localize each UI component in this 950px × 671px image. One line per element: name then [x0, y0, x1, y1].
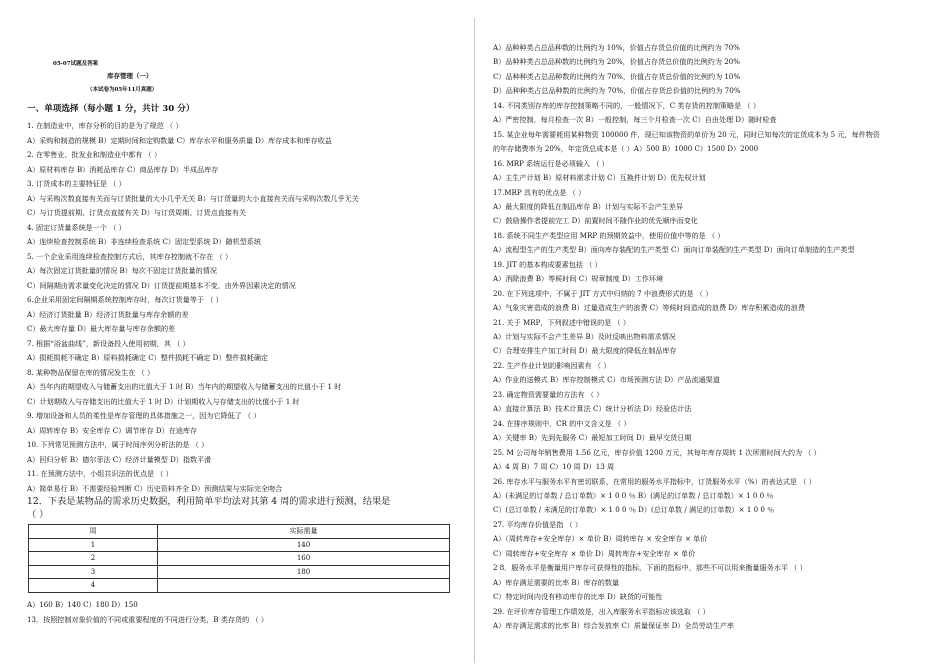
question-line: A）严密控制，每月检查一次 B）一般控制，每三个月检查一次 C）自由处理 D）随时检查 — [493, 115, 777, 125]
table-cell: 1 — [29, 538, 158, 552]
question-line: A）经济订货批量 B）经济订货批量与库存余额的差 — [27, 309, 189, 319]
question-line: 的年存储费率为 20%，年定货总成本是（ ）A）500 B）1000 C）1500 D）2000 — [493, 144, 759, 154]
table-row — [29, 565, 450, 579]
question-line: 3. 订货成本的主要特征是 （ ） — [27, 179, 126, 188]
question-line: 7. 根据“浴盆曲线”，新设备投入使用初期，其 （ ） — [27, 338, 190, 348]
question-line: D）品种种类占总品种数的比例约为 70%，价值占存货总价值的比例约为 70% — [493, 86, 741, 96]
question-line: 11. 在预测方法中，小组共识法的优点是 （ ） — [27, 469, 173, 478]
question-line: A）消除浪费 B）等候时间 C）规章制度 D）工作环境 — [493, 274, 664, 284]
question-line: A）库存满足需要的比率 B）库存的数量 — [493, 577, 620, 587]
exam-title: 库存管理（一） — [107, 72, 153, 80]
question-line: C）(总订单数 / 未满足的订单数）× 1 0 0 ％ D）(总订单数 / 满足的订单数）× 1 0 0 ％ — [493, 505, 775, 515]
question-13-text: 13．按照控制对象价值的不同或重要程度的不同进行分类，B 类存货的 （ ） — [27, 615, 268, 624]
question-line: A）连续检查控制系统 B）非连续检查系统 C）固定型系统 D）随机型系统 — [27, 237, 261, 246]
question-line: A）库存满足需求的比率 B）综合发放率 C）质量保证率 D）全员劳动生产率 — [493, 621, 735, 630]
question-line: A）每次固定订货批量的情况 B）每次不固定订货批量的情况 — [27, 266, 217, 275]
question-line: A）损耗损耗不确定 B）原料损耗确定 C）整件损耗不确定 D）整件损耗确定 — [27, 353, 269, 362]
question-line: 10. 下列常见预测方法中，属于时间序列分析法的是 （ ） — [27, 440, 209, 449]
question-line: 26. 库存水平与服务水平有密切联系，在常用的服务水平指标中，订货服务水平（%）的表达式是 （ ） — [493, 476, 816, 486]
question-12-text: 12．下表是某物品的需求历史数据，利用简单平均法对其第 4 周的需求进行预测，结果是 — [27, 496, 391, 507]
section-heading: 一、单项选择（每小题 1 分，共计 30 分） — [27, 104, 195, 114]
demand-history-table — [28, 524, 450, 593]
question-line: 19. JIT 的基本构成要素包括 （ ） — [493, 259, 602, 269]
question-line: C）特定时间内没有移动库存的比率 D）缺货的可能性 — [493, 592, 663, 602]
question-line: A）流程型生产的生产类型 B）面向库存装配的生产类型 C）面向订单装配的生产类型 D）面向订单制造的生产类型 — [493, 245, 855, 255]
question-line: C）品种种类占总品种数的比例约为 70%，价值占存货总价值的比例约为 10% — [493, 71, 741, 81]
question-line: A）直接计算法 B）技术计算法 C）统计分析法 D）经验估计法 — [493, 404, 692, 414]
question-line: 17.MRP 具有的优点是 （ ） — [493, 187, 586, 197]
question-line: A）作业的送模式 B）库存控制模式 C）市场预测方法 D）产品流通渠道 — [493, 375, 720, 385]
question-line: 2 8．服务水平是衡量用户库存可获得性的指标，下面的指标中，那些不可以用来衡量服务水平 （ ） — [493, 563, 807, 573]
table-row — [29, 538, 450, 552]
question-line: A）回归分析 B）德尔菲法 C）经济计量模型 D）指数平滑 — [27, 454, 212, 464]
question-line: 8. 某种物品保留在库的情况发生在 （ ） — [27, 367, 155, 377]
question-line: A）（周转库存+安全库存）× 单价 B）周转库存 × 安全库存 × 单价 — [493, 534, 708, 544]
table-cell: 180 — [158, 565, 450, 579]
table-row — [29, 579, 450, 593]
column-divider — [474, 18, 475, 663]
question-line: 18. 系统不同生产类型应用 MRP 的预期效益中，使用价值中等的是 （ ） — [493, 230, 725, 240]
question-line: C）与订货提前期、订货点直接有关 D）与订货周期、订货点直接有关 — [27, 208, 247, 217]
question-line: 24. 在排序规则中，CR 的中文含义是 （ ） — [493, 418, 631, 428]
column-header-week: 周 — [29, 525, 158, 539]
question-line: A）气象灾害造成的浪费 B）过量造成生产的浪费 C）等候时间造成的浪费 D）库存积累造成的浪费 — [493, 303, 805, 313]
question-line: A）当年内的期望收入与储蓄支出的比值大于 1 时 B）当年内的期望收入与储蓄支出的比值小于 1 时 — [27, 382, 342, 391]
question-line: 15. 某企业每年需要耗用某种物资 100000 件，现已知该物资的单价为 20 元，同时已知每次的定货成本为 5 元，每件物资 — [493, 129, 880, 139]
question-line: A）与采购次数直接有关而与订货批量的大小几乎无关 B）与订货量的大小直接有关而与采购次数几乎无关 — [27, 193, 359, 203]
question-line: C）间隔期由需求量变化决定的情况 D）订货提前期基本不变，由外界因素决定的情况 — [27, 280, 296, 290]
question-line: 20. 在下列选项中，不属于 JIT 方式中归纳的 7 中浪费形式的是 （ ） — [493, 288, 713, 298]
question-line: 22. 生产作业计划的影响因素有 （ ） — [493, 360, 611, 370]
question-line: A）品种种类占总品种数的比例约为 10%，价值占存货总价值的比例约为 70% — [493, 43, 740, 52]
question-line: C）鼓励操作者提前完工 D）前置时间不随作业的优先顺序而变化 — [493, 216, 698, 226]
table-cell: 160 — [158, 552, 450, 566]
question-line: 1. 在制造业中，库存分析的目的是为了规范 （ ） — [27, 121, 183, 130]
question-line: 14. 不同类别存库的库存控制策略不同的，一般情况下，C 类存货的控制策略是 （ ） — [493, 100, 760, 110]
question-line: 9. 增加设备和人员的柔性是库存管理的具体措施之一，因为它降低了 （ ） — [27, 411, 261, 420]
table-row — [29, 552, 450, 566]
question-12-answer-blank: （ ） — [27, 509, 49, 520]
question-line: 6.企业采用固定间隔期系统控制库存时，每次订货量等于 （ ） — [27, 295, 223, 304]
question-line: B）品种种类占总品种数的比例约为 20%，价值占存货总价值的比例约为 20% — [493, 57, 740, 67]
question-line: 5. 一个企业采用连续检查控制方式后，其库存控制就不存在 （ ） — [27, 251, 233, 261]
question-line: 23. 确定物资需要量的方法有 （ ） — [493, 389, 604, 399]
question-line: 16. MRP 系统运行是必须输入 （ ） — [493, 158, 609, 168]
table-cell: 140 — [158, 538, 450, 552]
table-header-row — [29, 525, 450, 539]
question-line: C）合理安排生产加工时间 D）最大限度的降低在制品库存 — [493, 346, 677, 356]
question-line: 2. 在零售业、批发业和制造业中都有 （ ） — [27, 150, 162, 159]
question-line: A）关键率 B）先到先服务 C）最短加工时间 D）最早交货日期 — [493, 433, 692, 443]
question-12-options: A）160 B）140 C）180 D）150 — [27, 600, 138, 609]
question-line: A）主生产计划 B）原材料需求计划 C）互换件计划 D）优先权计划 — [493, 173, 706, 183]
question-line: A）采购和制造的规模 B）定期时间和定购数量 C）库存水平和服务质量 D）库存成本和库存收益 — [27, 135, 332, 145]
table-cell: 3 — [29, 565, 158, 579]
question-line: A）周转库存 B）安全库存 C）调节库存 D）在途库存 — [27, 425, 198, 435]
question-line: 27. 平均库存价值是指 （ ） — [493, 519, 582, 529]
question-line: 25. M 公司每年销售费用 1.56 亿元，库存价值 1200 万元，其每年库存周转 1 次所需时间大约为 （ ） — [493, 447, 821, 457]
question-line: A）原材料库存 B）消耗品库存 C）商品库存 D）半成品库存 — [27, 164, 219, 174]
question-line: C）最大库存量 D）最大库存量与库存余额的差 — [27, 324, 176, 333]
question-line: 4. 固定订货量系统是一个 （ ） — [27, 222, 126, 232]
table-cell: 4 — [29, 579, 158, 593]
question-line: A）最大限度的降低在制品库存 B）计划与实际不会产生差异 — [493, 201, 683, 211]
table-cell: 2 — [29, 552, 158, 566]
question-line: A）简单易行 B）不需要经验判断 C）历史资料齐全 D）预测结果与实际完全吻合 — [27, 483, 283, 493]
table-cell — [158, 579, 450, 593]
exam-subtitle: （本试卷为05年11月真题） — [87, 87, 158, 93]
question-line: C）计划期收入与存储支出的比值大于 1 时 D）计划期收入与存储支出的比值小于 1 时 — [27, 396, 300, 406]
question-line: 21. 关于 MRP，下列叙述中错误的是 （ ） — [493, 317, 630, 327]
exam-code: 05-07试题及答案 — [53, 61, 99, 67]
question-line: A）(未满足的订单数 / 总订单数）× 1 0 0 ％ B）(满足的订单数 / 总订单数）× 1 0 0 ％ — [493, 490, 774, 500]
question-line: A）4 周 B）7 周 C）10 周 D）13 周 — [493, 462, 615, 472]
question-line: A）计划与实际不会产生差异 B）及时反映出物料需求情况 — [493, 332, 676, 341]
question-line: C）周转库存+安全库存 × 单价 D）周转库存+安全库存 × 单价 — [493, 548, 696, 558]
column-header-actual-demand: 实际需量 — [158, 525, 450, 539]
question-line: 29. 在评价库存管理工作绩效是，出入库服务水平指标应该选取 （ ） — [493, 606, 710, 616]
